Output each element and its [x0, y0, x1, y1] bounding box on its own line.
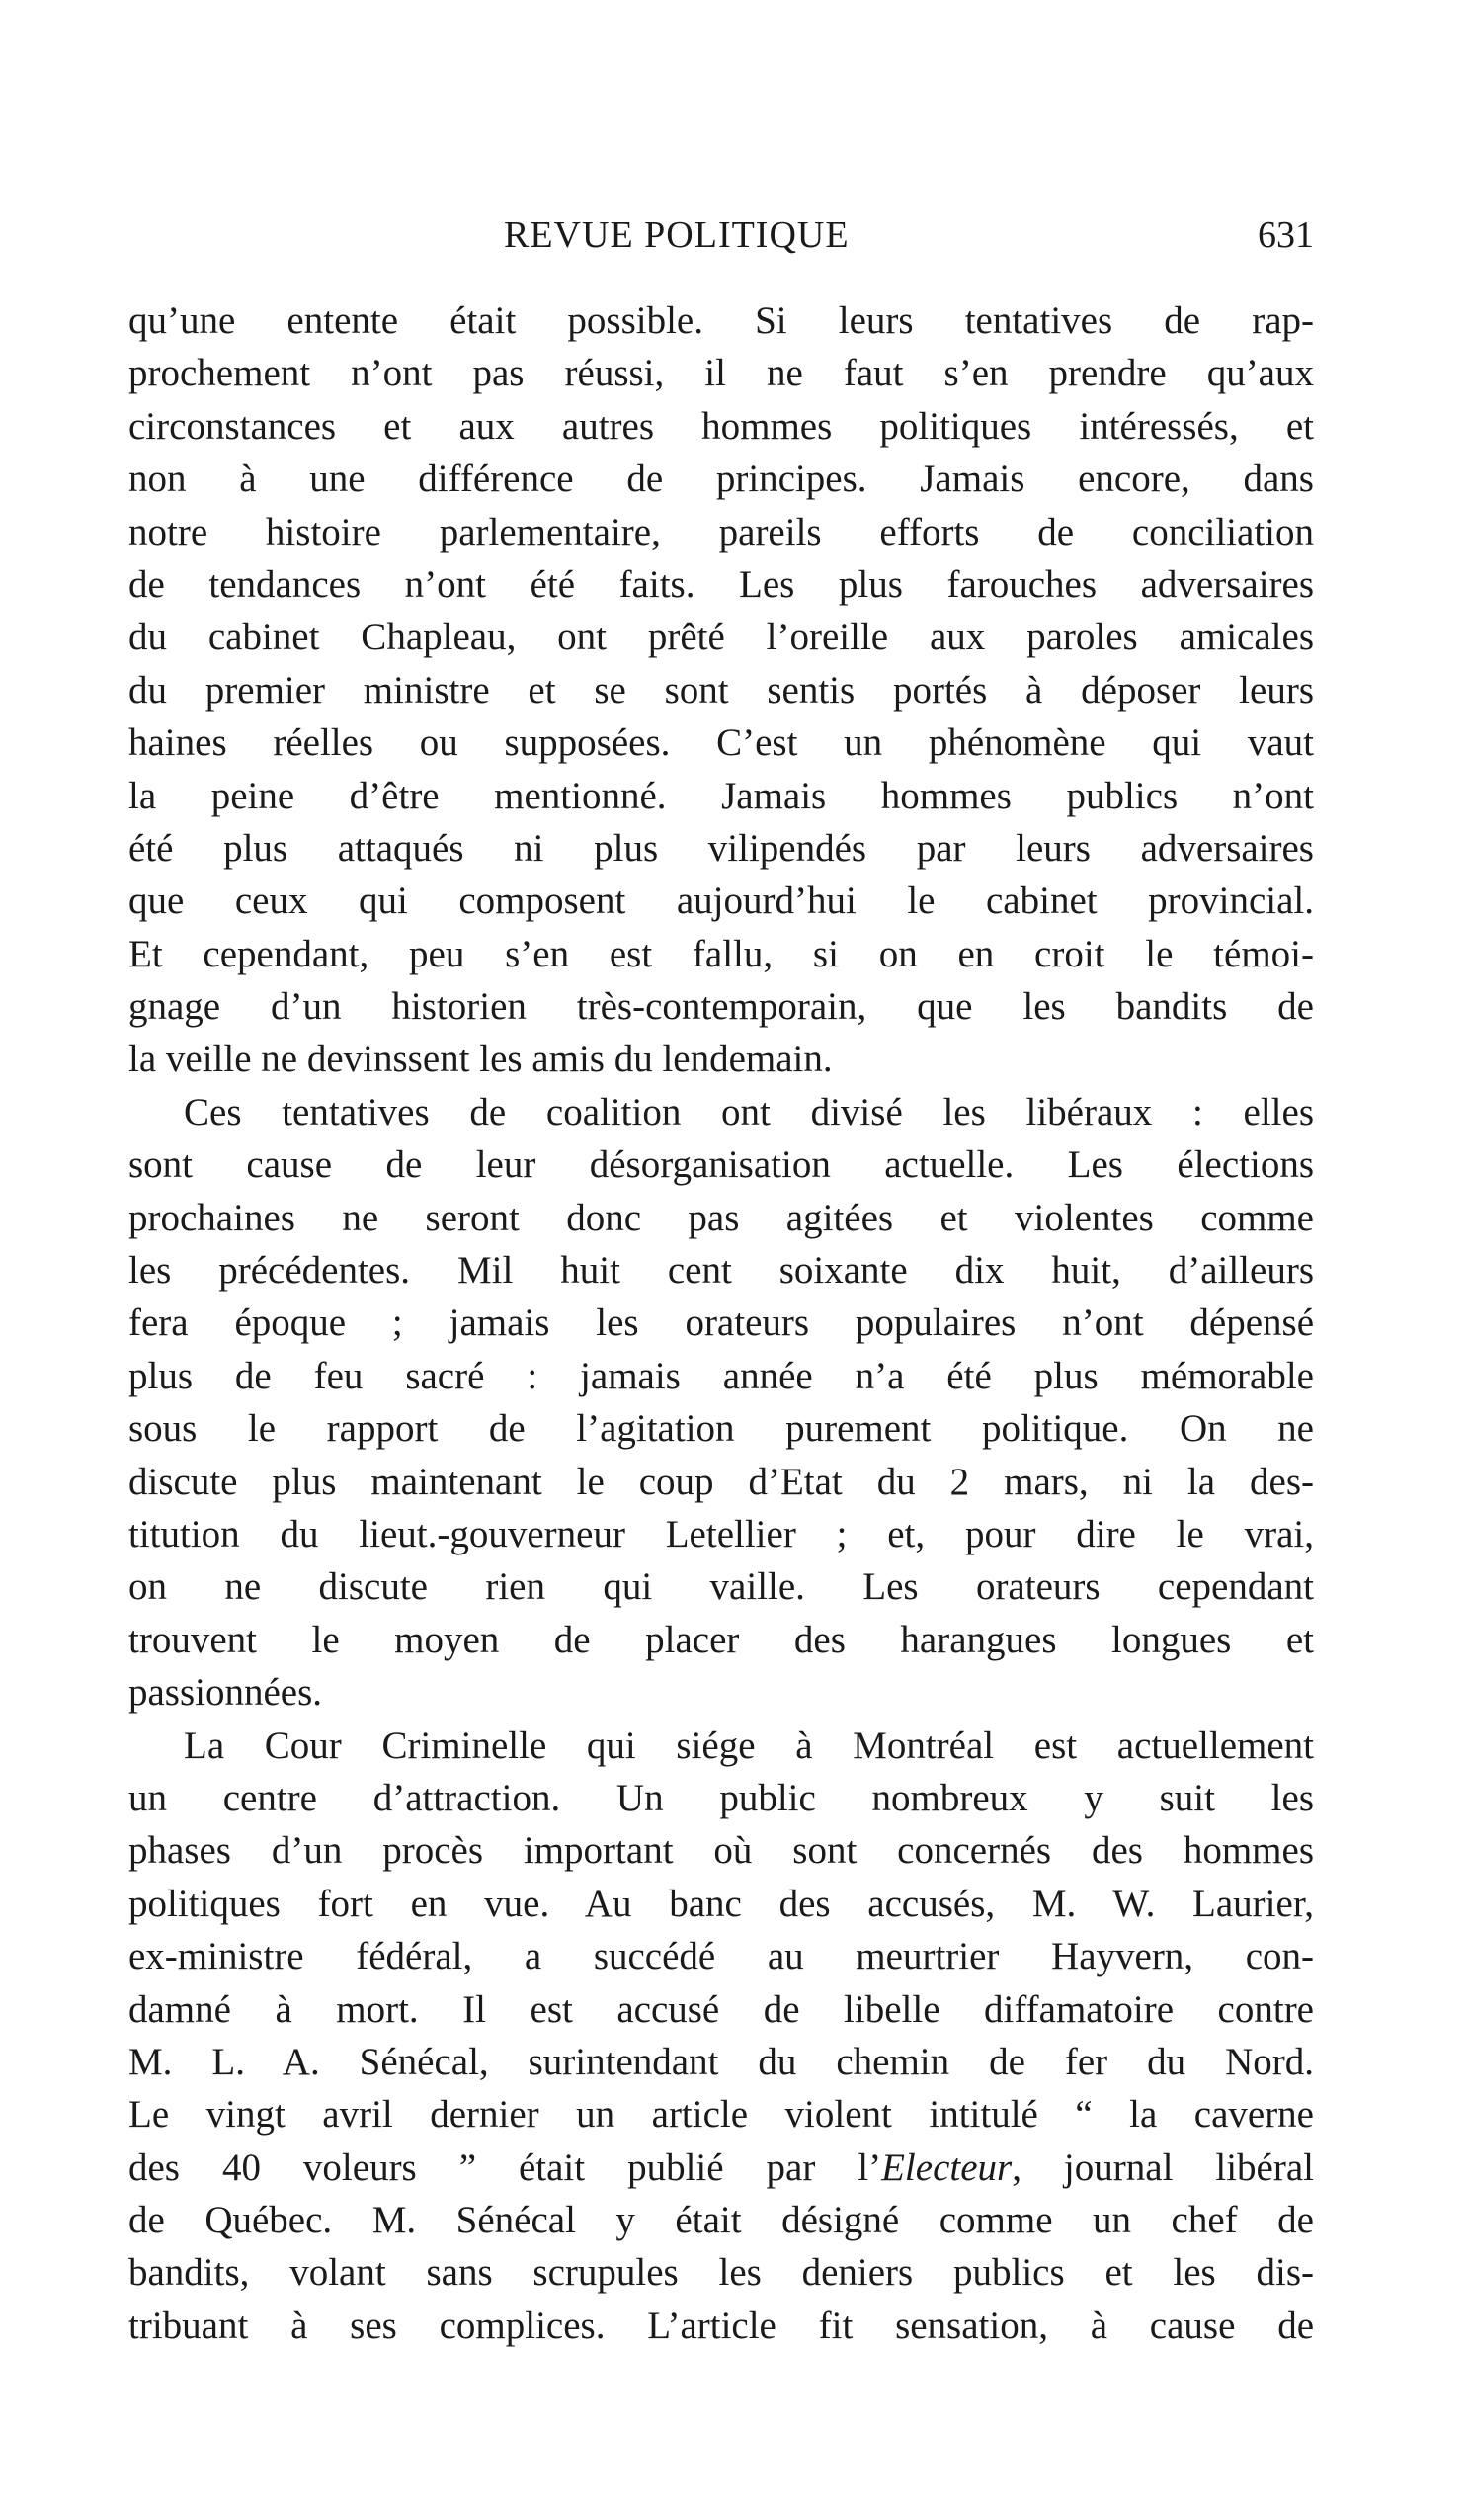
text-line: discute plus maintenant le coup d’Etat du 2 mars, ni la des-: [128, 1460, 1314, 1503]
paragraph-2: [128, 1086, 1314, 1720]
running-title: REVUE POLITIQUE: [504, 214, 850, 256]
text-line: que ceux qui composent aujourd’hui le cabinet provincial.: [128, 880, 1314, 923]
text-line: M. L. A. Sénécal, surintendant du chemin de fer du Nord.: [128, 2040, 1314, 2083]
text-line: titution du lieut.-gouverneur Letellier ; et, pour dire le vrai,: [128, 1512, 1314, 1555]
text-line: les précédentes. Mil huit cent soixante dix huit, d’ailleurs: [128, 1249, 1314, 1293]
text-line: du premier ministre et se sont sentis portés à déposer leurs: [128, 668, 1314, 712]
text-line: circonstances et aux autres hommes politiques intéressés, et: [128, 404, 1314, 448]
text-line: phases d’un procès important où sont concernés des hommes: [128, 1829, 1314, 1873]
text-line: gnage d’un historien très-contemporain, que les bandits de: [128, 985, 1314, 1029]
text-line: prochement n’ont pas réussi, il ne faut s’en prendre qu’aux: [128, 352, 1314, 395]
text-line: non à une différence de principes. Jamais encore, dans: [128, 458, 1314, 501]
text-line: un centre d’attraction. Un public nombreux y suit les: [128, 1776, 1314, 1819]
newspaper-title: Electeur: [881, 2145, 1013, 2189]
text-line: été plus attaqués ni plus vilipendés par leurs adversaires: [128, 826, 1314, 870]
text-line: de Québec. M. Sénécal y était désigné comme un chef de: [128, 2199, 1314, 2242]
paragraph-3: [128, 1720, 1314, 2353]
text-line: sous le rapport de l’agitation purement politique. On ne: [128, 1407, 1314, 1451]
text-line: du cabinet Chapleau, ont prêté l’oreille aux paroles amicales: [128, 616, 1314, 659]
text-line: haines réelles ou supposées. C’est un phénomène qui vaut: [128, 721, 1314, 765]
text-line: fera époque ; jamais les orateurs populaires n’ont dépensé: [128, 1302, 1314, 1345]
text-line: Et cependant, peu s’en est fallu, si on en croit le témoi-: [128, 932, 1314, 975]
text-line: sont cause de leur désorganisation actuelle. Les élections: [128, 1143, 1314, 1187]
running-head: [128, 213, 1314, 259]
text-line: passionnées.: [128, 1671, 323, 1715]
paragraph-1: [128, 294, 1314, 1086]
text-line: damné à mort. Il est accusé de libelle diffamatoire contre: [128, 1987, 1314, 2031]
text-line: qu’une entente était possible. Si leurs tentatives de rap-: [128, 299, 1314, 342]
text-line: Ces tentatives de coalition ont divisé les libéraux : elles: [184, 1090, 1314, 1134]
text-line: Le vingt avril dernier un article violent intitulé “ la caverne: [128, 2093, 1314, 2137]
text-line: notre histoire parlementaire, pareils efforts de conciliation: [128, 510, 1314, 553]
text-line: tribuant à ses complices. L’article fit sensation, à cause de: [128, 2304, 1314, 2347]
text-line: ex-ministre fédéral, a succédé au meurtrier Hayvern, con-: [128, 1935, 1314, 1978]
body-text: [128, 294, 1314, 2352]
text-line: politiques fort en vue. Au banc des accusés, M. W. Laurier,: [128, 1882, 1314, 1925]
text-line-with-italic: [128, 2142, 1314, 2194]
text-line: prochaines ne seront donc pas agitées et violentes comme: [128, 1196, 1314, 1239]
text-line: bandits, volant sans scrupules les deniers publics et les dis-: [128, 2251, 1314, 2295]
text-line: la peine d’être mentionné. Jamais hommes publics n’ont: [128, 774, 1314, 817]
page-number: 631: [1258, 214, 1314, 256]
text-line: La Cour Criminelle qui siége à Montréal est actuellement: [184, 1723, 1314, 1767]
text-line: on ne discute rien qui vaille. Les orateurs cependant: [128, 1565, 1314, 1609]
text-segment: , journal libéral: [1012, 2145, 1314, 2189]
text-line: de tendances n’ont été faits. Les plus farouches adversaires: [128, 562, 1314, 606]
text-line: plus de feu sacré : jamais année n’a été plus mémorable: [128, 1354, 1314, 1397]
text-line: la veille ne devinssent les amis du lendemain.: [128, 1038, 833, 1081]
text-line: trouvent le moyen de placer des harangues longues et: [128, 1618, 1314, 1661]
text-segment: des 40 voleurs ” était publié par l’: [128, 2145, 882, 2189]
